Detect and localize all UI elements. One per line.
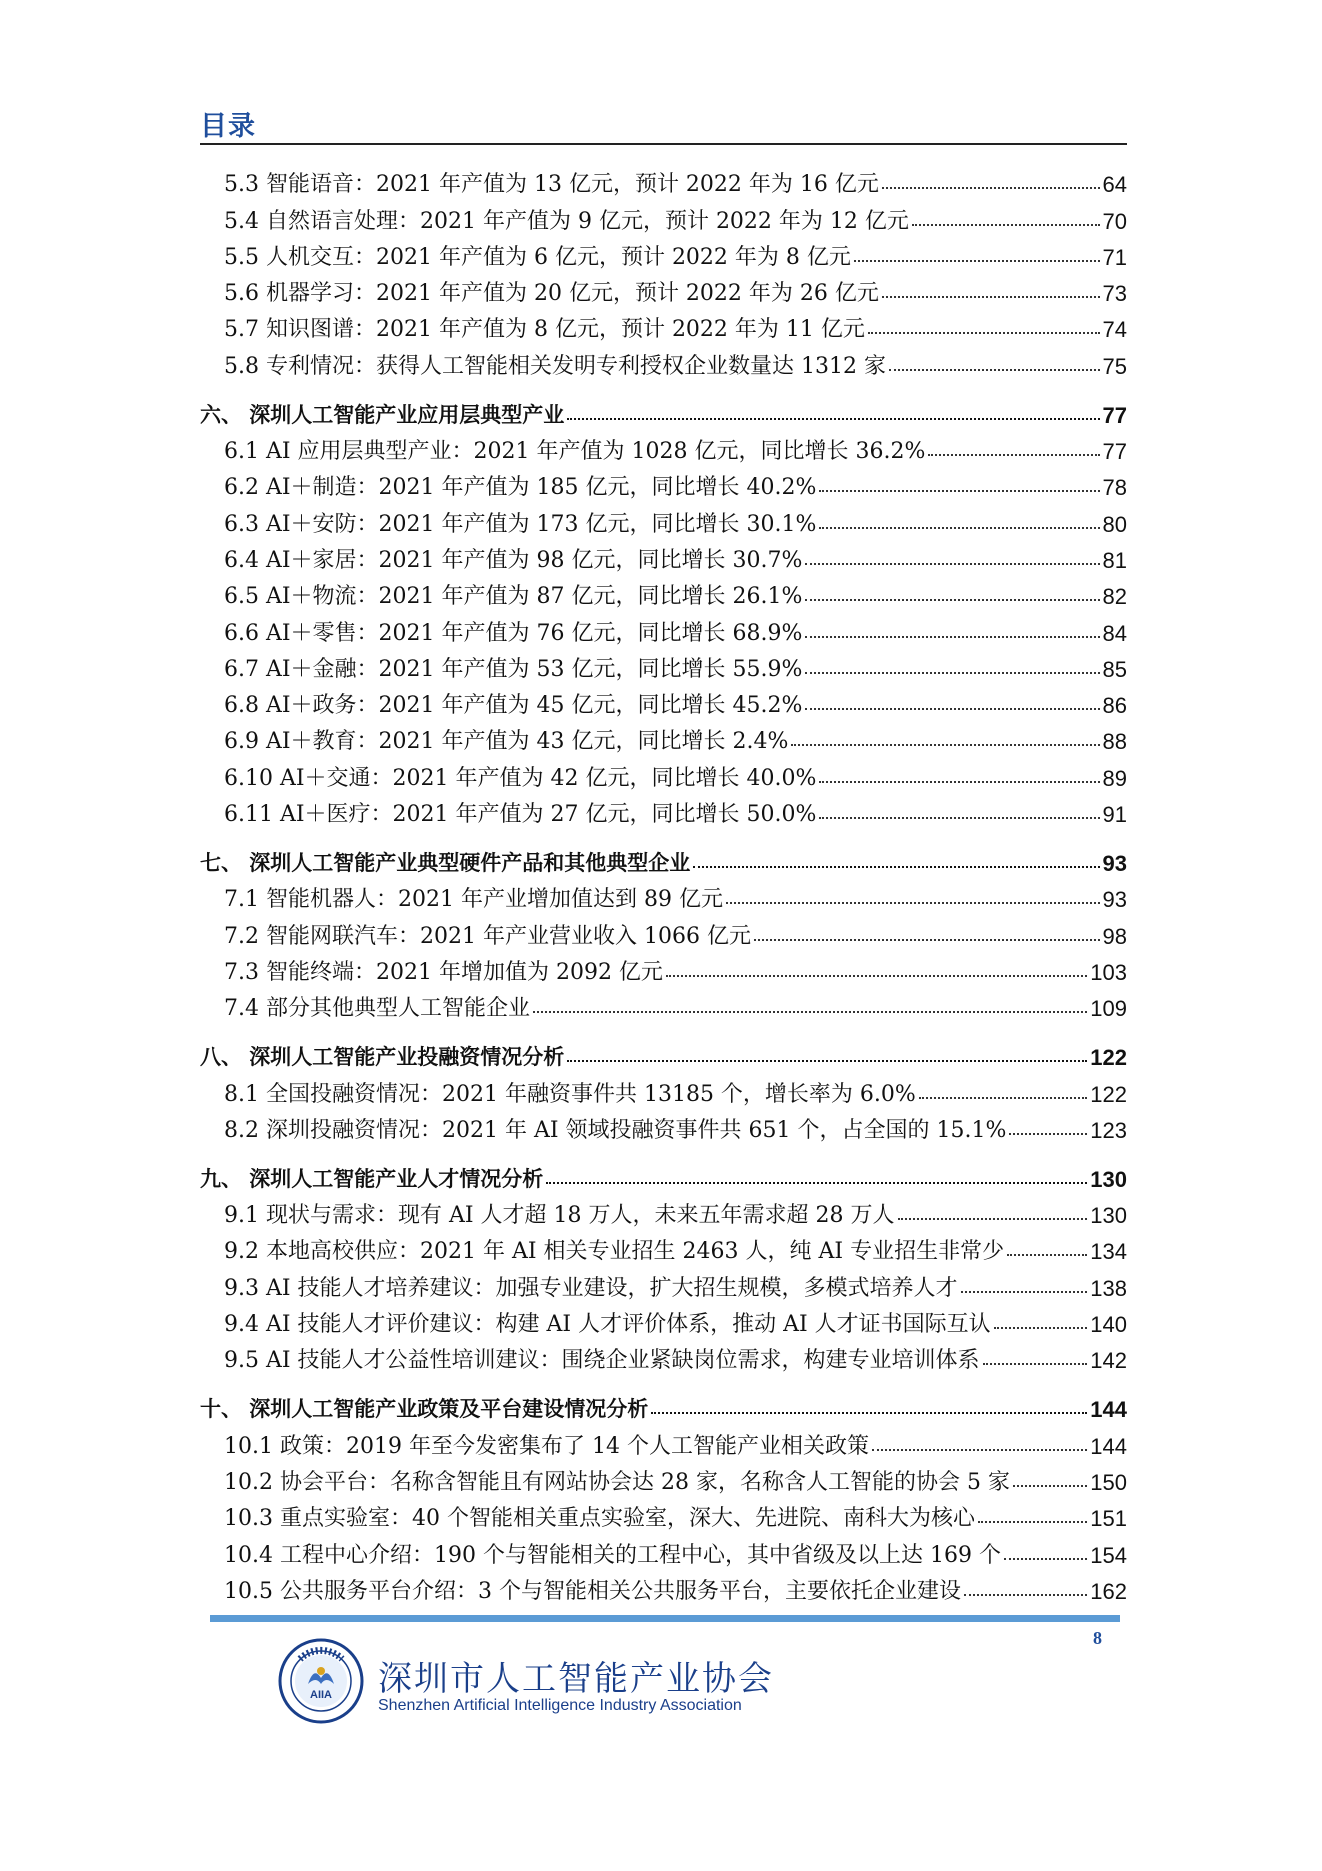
toc-entry-label: 10.1 政策：2019 年至今发密集布了 14 个人工智能产业相关政策: [224, 1433, 869, 1459]
toc-entry-label: 5.7 知识图谱：2021 年产值为 8 亿元，预计 2022 年为 11 亿元: [224, 317, 865, 343]
toc-entry-label: 9.4 AI 技能人才评价建议：构建 AI 人才评价体系，推动 AI 人才证书国际互认: [224, 1312, 991, 1338]
toc-section-entry[interactable]: [200, 307, 1127, 343]
toc-section-entry[interactable]: [200, 1193, 1127, 1229]
toc-section-entry[interactable]: [200, 719, 1127, 755]
toc-entry-label: 十、 深圳人工智能产业政策及平台建设情况分析: [200, 1397, 649, 1422]
toc-section-entry[interactable]: [200, 877, 1127, 913]
toc-entry-label: 6.7 AI＋金融：2021 年产值为 53 亿元，同比增长 55.9%: [224, 656, 803, 682]
toc-leader-dots: [868, 332, 1100, 334]
toc-leader-dots: [533, 1011, 1087, 1013]
toc-entry-page: 84: [1102, 620, 1127, 646]
toc-leader-dots: [666, 975, 1087, 977]
toc-entry-page: 151: [1090, 1506, 1127, 1532]
toc-entry-label: 6.2 AI＋制造：2021 年产值为 185 亿元，同比增长 40.2%: [224, 475, 817, 501]
toc-leader-dots: [928, 454, 1099, 456]
toc-chapter-entry[interactable]: [200, 837, 1127, 877]
toc-leader-dots: [872, 1449, 1087, 1451]
toc-leader-dots: [978, 1521, 1087, 1523]
toc-leader-dots: [819, 490, 1099, 492]
toc-entry-label: 8.1 全国投融资情况：2021 年融资事件共 13185 个，增长率为 6.0%: [224, 1081, 916, 1107]
toc-entry-page: 74: [1102, 317, 1127, 343]
page-number: 8: [1093, 1628, 1102, 1648]
toc-leader-dots: [983, 1363, 1088, 1365]
toc-entry-page: 93: [1102, 887, 1127, 913]
toc-leader-dots: [726, 902, 1100, 904]
toc-entry-label: 7.3 智能终端：2021 年增加值为 2092 亿元: [224, 959, 663, 985]
toc-entry-label: 10.3 重点实验室：40 个智能相关重点实验室，深大、先进院、南科大为核心: [224, 1506, 975, 1532]
toc-entry-label: 九、 深圳人工智能产业人才情况分析: [200, 1166, 544, 1191]
toc-leader-dots: [693, 866, 1099, 868]
toc-entry-label: 8.2 深圳投融资情况：2021 年 AI 领域投融资事件共 651 个，占全国的 15.1%: [224, 1117, 1007, 1143]
toc-leader-dots: [567, 418, 1099, 420]
toc-entry-page: 81: [1102, 547, 1127, 573]
toc-section-entry[interactable]: [200, 1569, 1127, 1605]
toc-leader-dots: [1013, 1485, 1087, 1487]
toc-entry-page: 75: [1102, 353, 1127, 379]
toc-section-entry[interactable]: [200, 1532, 1127, 1568]
toc-leader-dots: [961, 1291, 1088, 1293]
association-logo-icon: [278, 1638, 364, 1724]
toc-section-entry[interactable]: [200, 198, 1127, 234]
toc-entry-page: 85: [1102, 656, 1127, 682]
toc-leader-dots: [994, 1327, 1088, 1329]
toc-entry-label: 6.3 AI＋安防：2021 年产值为 173 亿元，同比增长 30.1%: [224, 511, 817, 537]
toc-entry-label: 6.5 AI＋物流：2021 年产值为 87 亿元，同比增长 26.1%: [224, 584, 803, 610]
toc-entry-page: 88: [1102, 729, 1127, 755]
toc-section-entry[interactable]: [200, 950, 1127, 986]
toc-entry-page: 77: [1102, 439, 1127, 465]
toc-leader-dots: [805, 708, 1099, 710]
toc-leader-dots: [912, 224, 1100, 226]
toc-entry-page: 123: [1090, 1117, 1127, 1143]
toc-entry-label: 9.1 现状与需求：现有 AI 人才超 18 万人，未来五年需求超 28 万人: [224, 1203, 895, 1229]
toc-section-entry[interactable]: [200, 1108, 1127, 1144]
toc-section-entry[interactable]: [200, 755, 1127, 791]
toc-entry-page: 130: [1090, 1166, 1127, 1192]
toc-leader-dots: [919, 1097, 1087, 1099]
toc-entry-page: 77: [1102, 402, 1127, 428]
toc-chapter-entry[interactable]: [200, 1031, 1127, 1071]
toc-chapter-entry[interactable]: [200, 1383, 1127, 1423]
toc-entry-label: 5.3 智能语音：2021 年产值为 13 亿元，预计 2022 年为 16 亿元: [224, 172, 879, 198]
toc-entry-page: 103: [1090, 959, 1127, 985]
table-of-contents: [200, 162, 1127, 1605]
toc-section-entry[interactable]: [200, 683, 1127, 719]
toc-leader-dots: [819, 527, 1099, 529]
toc-section-entry[interactable]: [200, 1302, 1127, 1338]
toc-entry-page: 109: [1090, 996, 1127, 1022]
toc-section-entry[interactable]: [200, 271, 1127, 307]
toc-leader-dots: [898, 1218, 1088, 1220]
toc-entry-page: 144: [1090, 1397, 1127, 1423]
toc-entry-label: 6.8 AI＋政务：2021 年产值为 45 亿元，同比增长 45.2%: [224, 693, 803, 719]
toc-section-entry[interactable]: [200, 1338, 1127, 1374]
toc-leader-dots: [546, 1182, 1087, 1184]
toc-entry-page: 70: [1102, 208, 1127, 234]
toc-chapter-entry[interactable]: [200, 389, 1127, 429]
toc-leader-dots: [882, 187, 1100, 189]
toc-entry-page: 142: [1090, 1348, 1127, 1374]
toc-entry-label: 6.9 AI＋教育：2021 年产值为 43 亿元，同比增长 2.4%: [224, 729, 789, 755]
toc-entry-label: 6.1 AI 应用层典型产业：2021 年产值为 1028 亿元，同比增长 36.2%: [224, 439, 926, 465]
toc-leader-dots: [854, 260, 1100, 262]
toc-entry-label: 10.4 工程中心介绍：190 个与智能相关的工程中心，其中省级及以上达 169 个: [224, 1542, 1001, 1568]
toc-entry-page: 89: [1102, 765, 1127, 791]
toc-section-entry[interactable]: [200, 647, 1127, 683]
toc-section-entry[interactable]: [200, 1071, 1127, 1107]
toc-entry-page: 122: [1090, 1045, 1127, 1071]
toc-leader-dots: [1007, 1254, 1087, 1256]
toc-section-entry[interactable]: [200, 574, 1127, 610]
toc-leader-dots: [805, 599, 1099, 601]
toc-entry-page: 130: [1090, 1203, 1127, 1229]
toc-entry-page: 78: [1102, 475, 1127, 501]
toc-leader-dots: [1009, 1133, 1087, 1135]
toc-entry-page: 162: [1090, 1578, 1127, 1604]
toc-section-entry[interactable]: [200, 610, 1127, 646]
toc-entry-label: 八、 深圳人工智能产业投融资情况分析: [200, 1045, 565, 1070]
toc-entry-label: 5.6 机器学习：2021 年产值为 20 亿元，预计 2022 年为 26 亿元: [224, 281, 879, 307]
toc-entry-label: 5.4 自然语言处理：2021 年产值为 9 亿元，预计 2022 年为 12 亿元: [224, 208, 909, 234]
toc-entry-label: 七、 深圳人工智能产业典型硬件产品和其他典型企业: [200, 851, 691, 876]
toc-entry-page: 71: [1102, 244, 1127, 270]
toc-entry-page: 98: [1102, 923, 1127, 949]
toc-entry-label: 9.5 AI 技能人才公益性培训建议：围绕企业紧缺岗位需求，构建专业培训体系: [224, 1348, 980, 1374]
toc-section-entry[interactable]: [200, 1423, 1127, 1459]
toc-entry-page: 134: [1090, 1239, 1127, 1265]
header-divider: [200, 143, 1127, 145]
footer-divider: [210, 1615, 1120, 1622]
toc-section-entry[interactable]: [200, 235, 1127, 271]
toc-entry-label: 10.5 公共服务平台介绍：3 个与智能相关公共服务平台，主要依托企业建设: [224, 1578, 961, 1604]
toc-entry-label: 六、 深圳人工智能产业应用层典型产业: [200, 402, 565, 427]
toc-entry-page: 144: [1090, 1433, 1127, 1459]
toc-leader-dots: [819, 781, 1099, 783]
toc-entry-label: 7.1 智能机器人：2021 年产业增加值达到 89 亿元: [224, 887, 723, 913]
page-title: 目录: [200, 111, 256, 142]
logo-abbreviation: AIIA: [310, 1689, 332, 1701]
toc-entry-label: 9.3 AI 技能人才培养建议：加强专业建设，扩大招生规模，多模式培养人才: [224, 1275, 958, 1301]
toc-entry-page: 150: [1090, 1469, 1127, 1495]
toc-entry-page: 86: [1102, 693, 1127, 719]
toc-leader-dots: [882, 296, 1100, 298]
toc-leader-dots: [754, 939, 1100, 941]
toc-section-entry[interactable]: [200, 538, 1127, 574]
toc-entry-label: 5.5 人机交互：2021 年产值为 6 亿元，预计 2022 年为 8 亿元: [224, 244, 851, 270]
toc-entry-label: 5.8 专利情况：获得人工智能相关发明专利授权企业数量达 1312 家: [224, 353, 886, 379]
toc-chapter-entry[interactable]: [200, 1153, 1127, 1193]
toc-section-entry[interactable]: [200, 343, 1127, 379]
association-name-en: Shenzhen Artificial Intelligence Industry Association: [378, 1697, 742, 1714]
toc-entry-label: 7.4 部分其他典型人工智能企业: [224, 996, 530, 1022]
toc-entry-label: 6.11 AI＋医疗：2021 年产值为 27 亿元，同比增长 50.0%: [224, 802, 817, 828]
toc-entry-label: 9.2 本地高校供应：2021 年 AI 相关专业招生 2463 人，纯 AI 专业招生非常少: [224, 1239, 1005, 1265]
toc-entry-label: 6.10 AI＋交通：2021 年产值为 42 亿元，同比增长 40.0%: [224, 765, 817, 791]
toc-entry-page: 91: [1102, 802, 1127, 828]
toc-entry-label: 6.6 AI＋零售：2021 年产值为 76 亿元，同比增长 68.9%: [224, 620, 803, 646]
toc-entry-page: 64: [1102, 172, 1127, 198]
toc-leader-dots: [819, 817, 1099, 819]
toc-entry-page: 122: [1090, 1081, 1127, 1107]
toc-leader-dots: [805, 636, 1099, 638]
toc-entry-label: 10.2 协会平台：名称含智能且有网站协会达 28 家，名称含人工智能的协会 5 家: [224, 1469, 1010, 1495]
toc-leader-dots: [567, 1060, 1087, 1062]
toc-leader-dots: [651, 1412, 1087, 1414]
toc-leader-dots: [889, 369, 1100, 371]
toc-section-entry[interactable]: [200, 792, 1127, 828]
toc-section-entry[interactable]: [200, 1265, 1127, 1301]
association-name-cn: 深圳市人工智能产业协会: [378, 1659, 774, 1699]
toc-entry-page: 93: [1102, 851, 1127, 877]
toc-entry-label: 6.4 AI＋家居：2021 年产值为 98 亿元，同比增长 30.7%: [224, 547, 803, 573]
toc-entry-page: 80: [1102, 511, 1127, 537]
toc-section-entry[interactable]: [200, 162, 1127, 198]
toc-section-entry[interactable]: [200, 501, 1127, 537]
toc-leader-dots: [1004, 1558, 1087, 1560]
toc-section-entry[interactable]: [200, 1496, 1127, 1532]
toc-leader-dots: [964, 1594, 1087, 1596]
toc-entry-page: 138: [1090, 1275, 1127, 1301]
toc-section-entry[interactable]: [200, 913, 1127, 949]
toc-entry-page: 82: [1102, 584, 1127, 610]
toc-entry-page: 73: [1102, 281, 1127, 307]
toc-section-entry[interactable]: [200, 1460, 1127, 1496]
toc-entry-label: 7.2 智能网联汽车：2021 年产业营业收入 1066 亿元: [224, 923, 751, 949]
toc-leader-dots: [805, 563, 1099, 565]
toc-section-entry[interactable]: [200, 429, 1127, 465]
toc-entry-page: 140: [1090, 1312, 1127, 1338]
toc-section-entry[interactable]: [200, 1229, 1127, 1265]
toc-section-entry[interactable]: [200, 465, 1127, 501]
toc-leader-dots: [791, 744, 1099, 746]
toc-entry-page: 154: [1090, 1542, 1127, 1568]
toc-leader-dots: [805, 672, 1099, 674]
toc-section-entry[interactable]: [200, 986, 1127, 1022]
